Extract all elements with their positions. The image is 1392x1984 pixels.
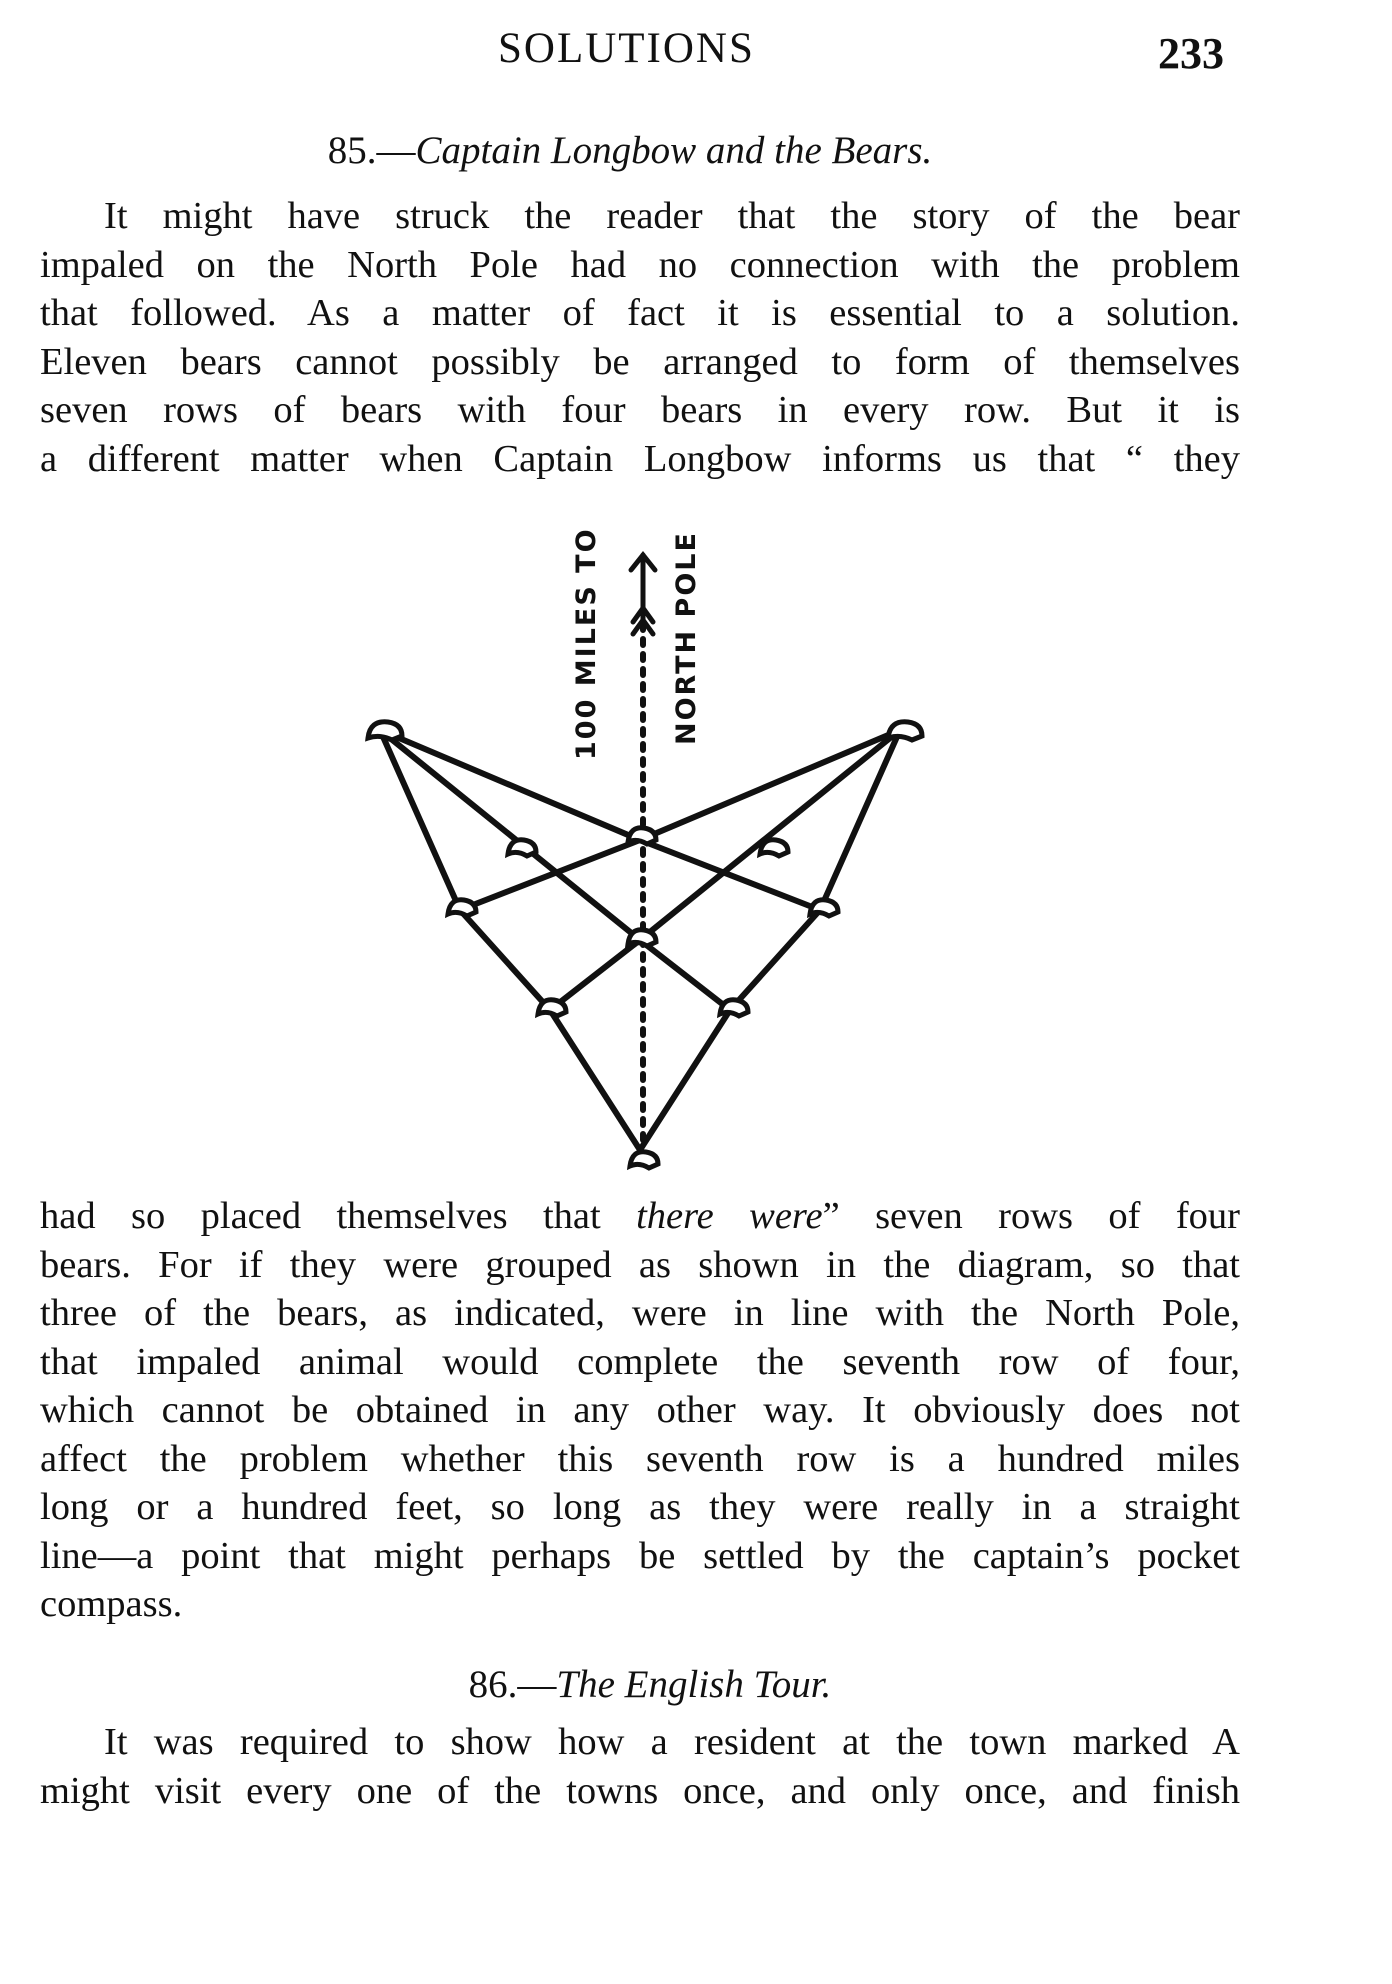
paragraph-line: that followed. As a matter of fact it is essential to a solution. — [40, 292, 1240, 334]
bear-icon — [760, 840, 788, 856]
paragraph-line: might visit every one of the towns once, and only once, and finish — [40, 1769, 1240, 1812]
running-head — [0, 24, 1392, 84]
paragraph-line: line—a point that might perhaps be settled by the captain’s pocket — [40, 1534, 1240, 1577]
paragraph-line: compass. — [40, 1583, 183, 1625]
diagram-label-left: 100 MILES TO — [571, 527, 602, 760]
paragraph-line: long or a hundred feet, so long as they were really in a straight — [40, 1486, 1240, 1528]
section-86-paragraph — [40, 1718, 1240, 1815]
paragraph-line: bears. For if they were grouped as shown in the diagram, so that — [40, 1243, 1240, 1286]
paragraph-line: seven rows of bears with four bears in every row. But it is — [40, 389, 1240, 431]
paragraph-line: affect the problem whether this seventh row is a hundred miles — [40, 1437, 1240, 1480]
paragraph-line: a different matter when Captain Longbow informs us that “ they — [40, 437, 1240, 480]
paragraph-line: Eleven bears cannot possibly be arranged to form of themselves — [40, 340, 1240, 383]
section-86-number: 86.— — [468, 1663, 557, 1706]
paragraph-line: which cannot be obtained in any other way. It obviously does not — [40, 1389, 1240, 1431]
paragraph-line: that impaled animal would complete the seventh row of four, — [40, 1340, 1240, 1383]
bear-icon — [448, 900, 476, 916]
bear-icon — [810, 900, 838, 916]
section-86-title — [20, 1662, 1280, 1707]
text-run: ” seven rows of four — [822, 1195, 1240, 1237]
bear-icon — [720, 1000, 748, 1016]
text-run: had so placed themselves that — [40, 1195, 637, 1237]
paragraph-line: three of the bears, as indicated, were in line with the North Pole, — [40, 1292, 1240, 1334]
bear-icon — [888, 722, 922, 740]
bear-icon — [538, 1000, 566, 1016]
paragraph-line — [40, 1192, 1240, 1241]
section-85-title — [0, 128, 1260, 173]
diagram-label-right: NORTH POLE — [671, 531, 702, 745]
bear-icon — [628, 828, 656, 844]
north-arrow-icon — [631, 555, 655, 634]
section-85-paragraph-1 — [40, 192, 1240, 483]
section-85-name: Captain Longbow and the Bears. — [415, 129, 933, 172]
page-number: 233 — [1158, 29, 1224, 78]
emphasis-text: there were — [636, 1195, 823, 1237]
bear-icon — [508, 840, 536, 856]
bear-icon — [368, 722, 402, 740]
paragraph-line: It was required to show how a resident at the town marked A — [104, 1721, 1240, 1763]
bear-icon — [628, 930, 656, 946]
bear-icon — [630, 1152, 658, 1168]
bears-diagram-svg — [340, 500, 940, 1190]
paragraph-line: impaled on the North Pole had no connection with the problem — [40, 243, 1240, 286]
section-86-name: The English Tour. — [556, 1663, 832, 1706]
section-85-paragraph-2 — [40, 1192, 1240, 1629]
paragraph-line: It might have struck the reader that the story of the bear — [104, 195, 1240, 237]
bears-diagram — [340, 500, 940, 1190]
running-head-title: SOLUTIONS — [498, 25, 755, 72]
section-85-number: 85.— — [327, 129, 416, 172]
